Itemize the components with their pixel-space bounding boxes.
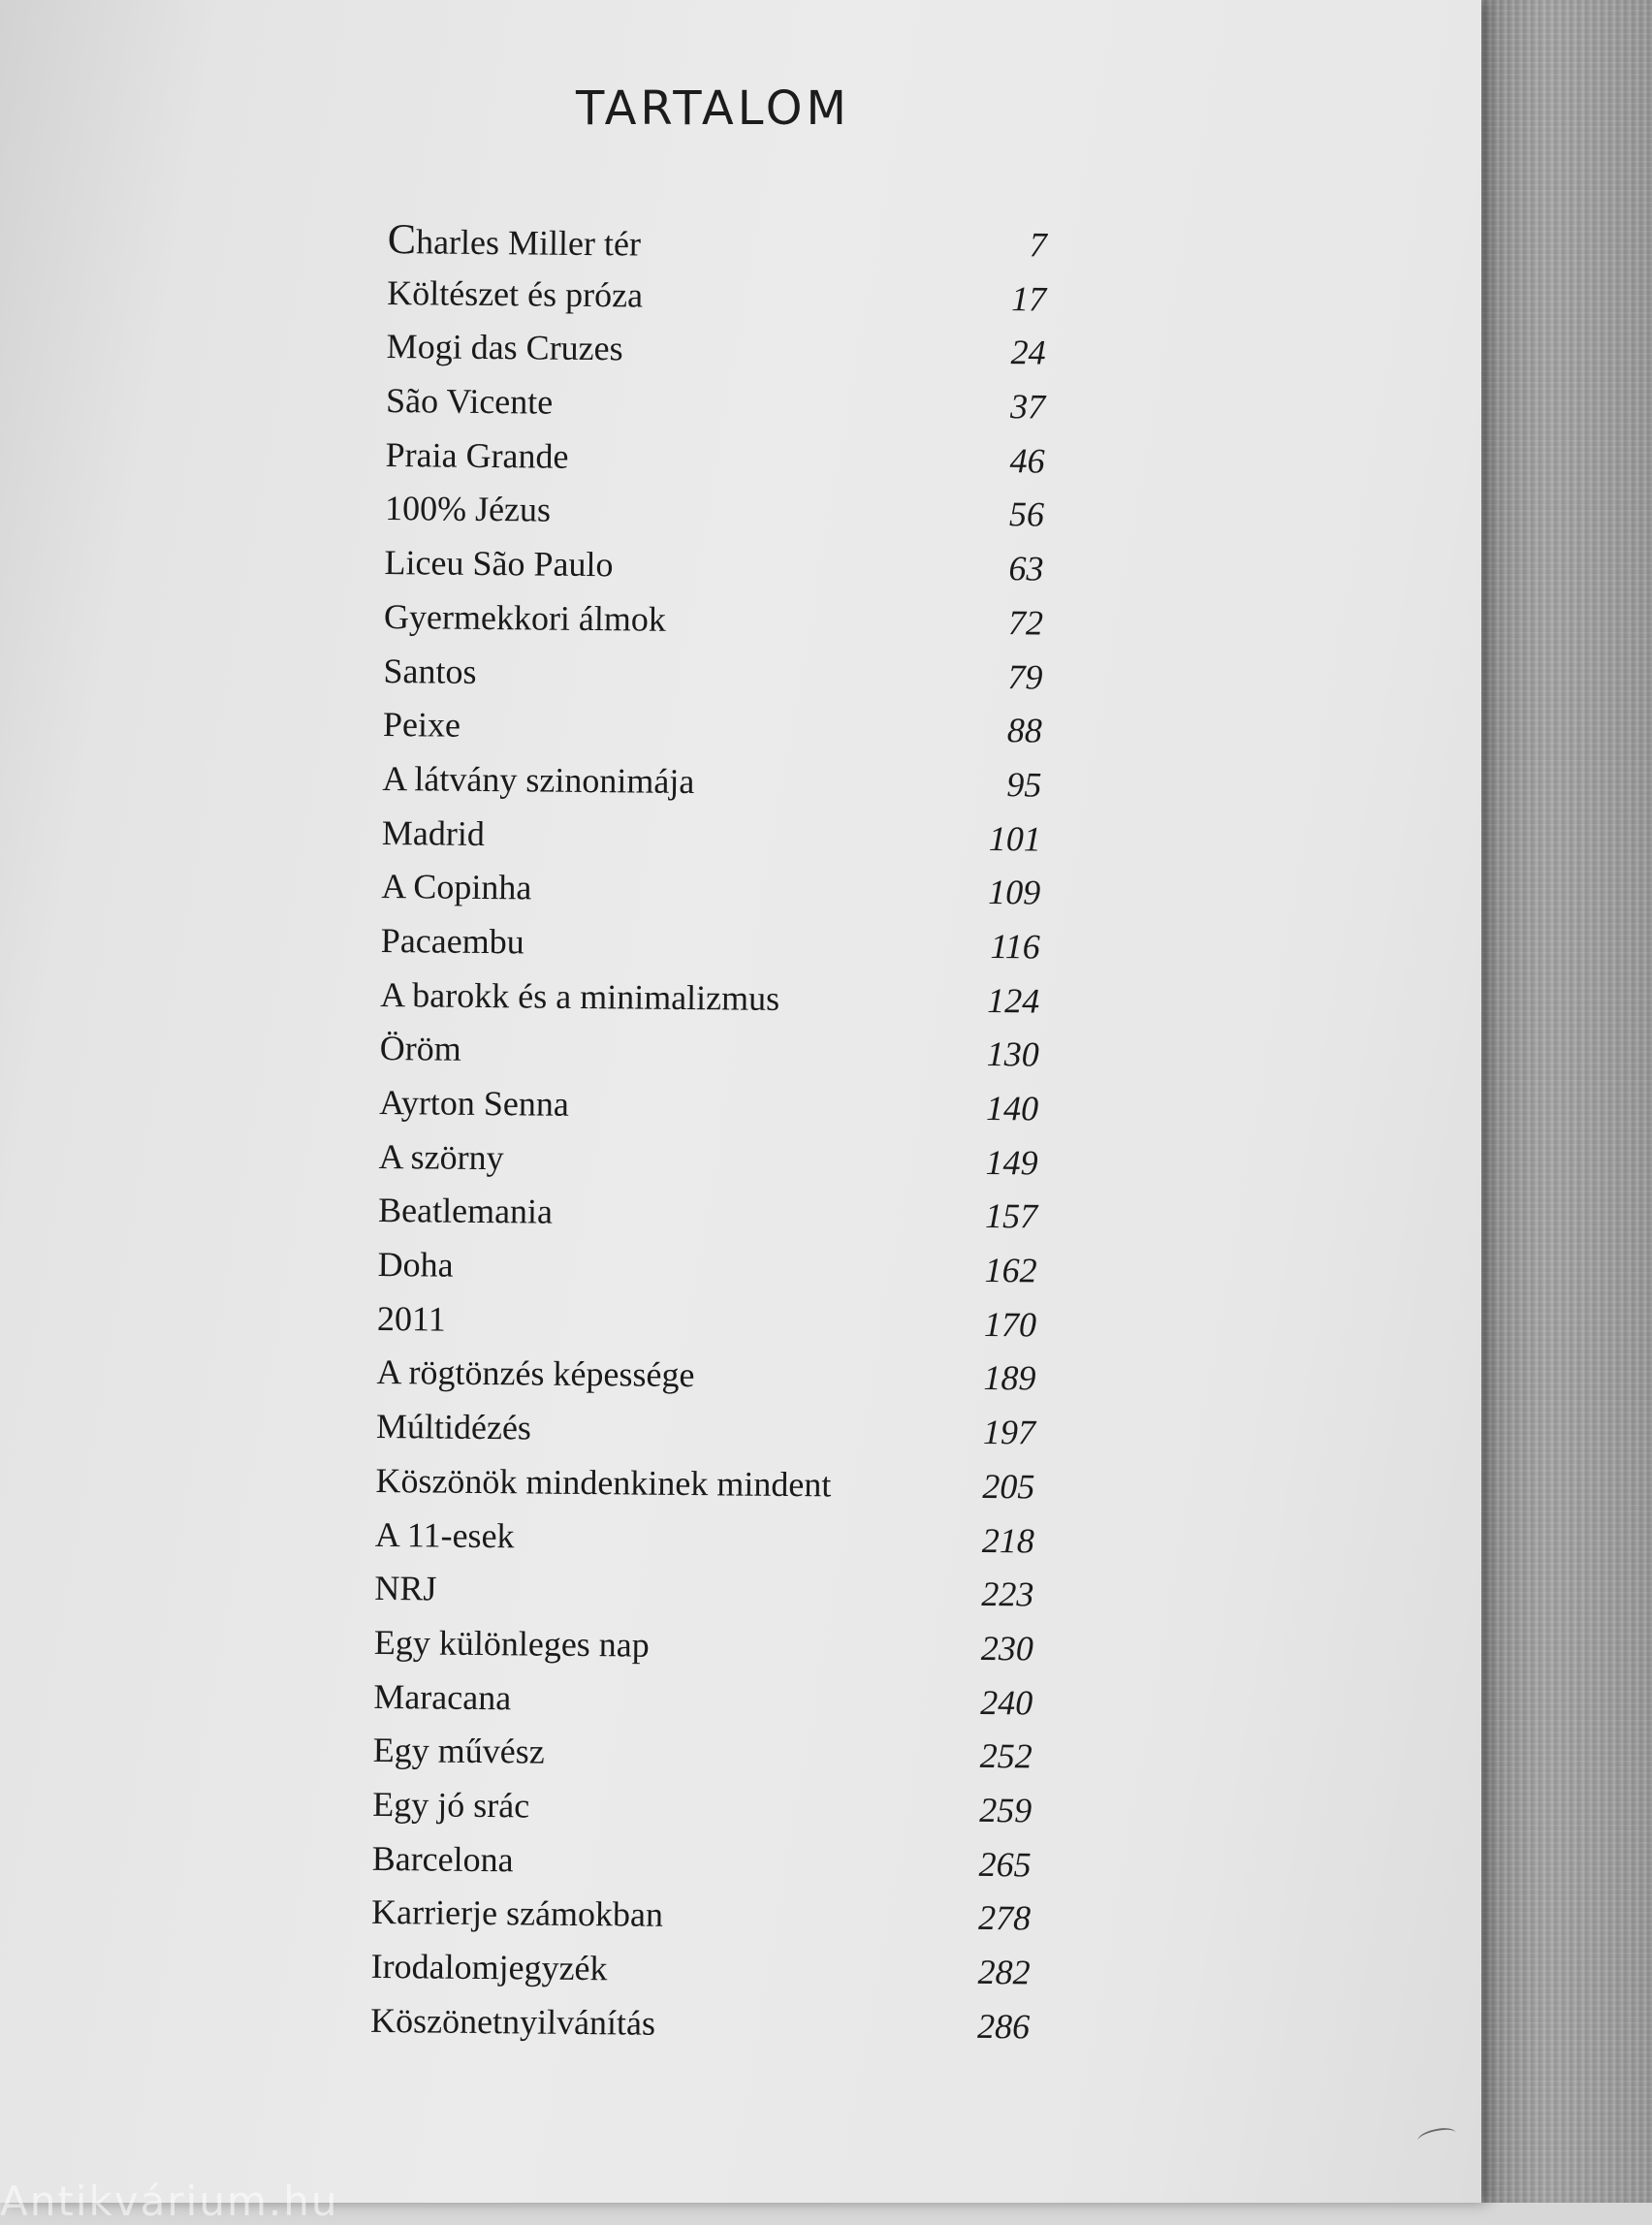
toc-entry-page-number: 218 bbox=[981, 1520, 1035, 1560]
toc-entry-page-number: 259 bbox=[979, 1790, 1032, 1830]
toc-entry-page-number: 240 bbox=[980, 1682, 1033, 1723]
toc-entry bbox=[378, 1130, 1038, 1191]
toc-entry bbox=[383, 698, 1043, 758]
toc-entry-page-number: 170 bbox=[983, 1304, 1037, 1345]
toc-entry-page-number: 63 bbox=[1008, 549, 1044, 588]
toc-entry bbox=[379, 1022, 1039, 1082]
toc-entry bbox=[386, 374, 1046, 434]
toc-entry bbox=[387, 267, 1047, 327]
toc-entry-title: Egy művész bbox=[372, 1731, 545, 1771]
toc-entry bbox=[381, 914, 1041, 974]
toc-entry bbox=[378, 1184, 1038, 1244]
toc-entry-title: Ayrton Senna bbox=[378, 1082, 570, 1124]
toc-entry-title: Barcelona bbox=[371, 1838, 514, 1879]
toc-entry-page-number: 7 bbox=[1029, 225, 1047, 265]
toc-entry-title: Múltidézés bbox=[375, 1407, 532, 1447]
toc-entry bbox=[370, 1994, 1031, 2054]
table-of-contents bbox=[370, 212, 1047, 2054]
toc-entry-title: Gyermekkori álmok bbox=[383, 596, 667, 639]
toc-entry-page-number: 157 bbox=[984, 1196, 1038, 1236]
toc-entry-page-number: 72 bbox=[1007, 602, 1044, 643]
toc-entry-title: Költészet és próza bbox=[387, 272, 644, 315]
toc-entry-page-number: 17 bbox=[1010, 278, 1047, 319]
toc-entry-title: A szörny bbox=[378, 1136, 504, 1177]
toc-entry-page-number: 205 bbox=[982, 1466, 1035, 1507]
toc-entry-title: Öröm bbox=[379, 1029, 461, 1069]
toc-entry-title: Beatlemania bbox=[377, 1191, 554, 1232]
toc-entry bbox=[385, 429, 1045, 489]
toc-entry-page-number: 278 bbox=[977, 1898, 1032, 1938]
toc-entry-page-number: 124 bbox=[987, 980, 1040, 1021]
toc-entry bbox=[371, 1832, 1032, 1892]
toc-entry bbox=[374, 1562, 1034, 1622]
toc-entry-title: A 11-esek bbox=[374, 1514, 515, 1555]
toc-entry-title: Köszönetnyilvánítás bbox=[369, 2000, 656, 2043]
toc-entry-title: São Vicente bbox=[385, 381, 554, 422]
toc-entry-title: Peixe bbox=[382, 705, 461, 745]
toc-entry bbox=[382, 752, 1042, 812]
toc-entry-title: 2011 bbox=[376, 1298, 446, 1339]
toc-entry bbox=[373, 1669, 1033, 1730]
toc-entry-page-number: 223 bbox=[981, 1574, 1034, 1614]
toc-entry-title: Irodalomjegyzék bbox=[370, 1946, 608, 1988]
toc-entry-page-number: 130 bbox=[986, 1034, 1039, 1074]
toc-entry-title: Mogi das Cruzes bbox=[386, 327, 623, 368]
toc-entry-title: Santos bbox=[383, 651, 477, 691]
toc-entry-page-number: 140 bbox=[985, 1088, 1039, 1128]
toc-entry-title: A Copinha bbox=[381, 867, 532, 907]
toc-entry-page-number: 282 bbox=[977, 1952, 1031, 1992]
toc-entry-title: Köszönök mindenkinek mindent bbox=[375, 1460, 832, 1505]
toc-entry-page-number: 189 bbox=[983, 1358, 1036, 1398]
toc-entry-title: Doha bbox=[377, 1245, 454, 1285]
toc-entry-title: Charles Miller tér bbox=[387, 214, 642, 264]
toc-entry-page-number: 79 bbox=[1007, 656, 1043, 697]
toc-entry-title: Madrid bbox=[381, 812, 486, 853]
toc-entry-page-number: 56 bbox=[1008, 494, 1045, 534]
background-surface bbox=[1474, 0, 1652, 2203]
toc-entry-title: Karrierje számokban bbox=[370, 1892, 664, 1935]
toc-entry-title: Maracana bbox=[373, 1676, 512, 1717]
page-title: TARTALOM bbox=[576, 81, 850, 136]
toc-entry bbox=[370, 1940, 1031, 2000]
toc-entry-page-number: 24 bbox=[1010, 333, 1046, 372]
toc-entry bbox=[383, 644, 1043, 704]
toc-entry-title: A látvány szinonimája bbox=[382, 758, 695, 801]
toc-entry-page-number: 149 bbox=[985, 1142, 1038, 1183]
toc-entry-page-number: 265 bbox=[978, 1844, 1032, 1885]
toc-entry-title: NRJ bbox=[374, 1569, 437, 1608]
toc-entry-title: A rögtönzés képessége bbox=[376, 1352, 695, 1395]
toc-entry bbox=[377, 1292, 1037, 1352]
toc-entry-page-number: 37 bbox=[1009, 387, 1046, 427]
toc-entry bbox=[377, 1238, 1037, 1298]
toc-entry-title: Egy különleges nap bbox=[373, 1622, 650, 1665]
toc-entry bbox=[372, 1778, 1032, 1838]
toc-entry-page-number: 46 bbox=[1009, 440, 1045, 481]
toc-entry bbox=[372, 1724, 1032, 1784]
toc-entry-title: Liceu São Paulo bbox=[384, 543, 614, 585]
toc-entry bbox=[379, 1076, 1039, 1136]
toc-entry-title: 100% Jézus bbox=[384, 489, 552, 530]
toc-entry bbox=[374, 1616, 1034, 1676]
toc-entry bbox=[381, 860, 1041, 920]
toc-entry bbox=[384, 590, 1044, 651]
toc-entry-page-number: 88 bbox=[1006, 711, 1043, 750]
toc-entry-title: A barokk és a minimalizmus bbox=[380, 974, 780, 1018]
toc-entry-title: Egy jó srác bbox=[372, 1784, 530, 1826]
toc-entry-page-number: 230 bbox=[980, 1628, 1034, 1669]
toc-entry-page-number: 162 bbox=[984, 1251, 1037, 1290]
pencil-mark-icon bbox=[1416, 2125, 1457, 2148]
toc-entry-page-number: 101 bbox=[988, 818, 1042, 859]
toc-entry-page-number: 197 bbox=[982, 1413, 1036, 1452]
toc-entry-page-number: 109 bbox=[988, 873, 1041, 912]
watermark: Antikvárium.hu bbox=[0, 2177, 339, 2225]
toc-entry bbox=[384, 536, 1044, 596]
toc-entry bbox=[385, 482, 1045, 542]
toc-entry-page-number: 116 bbox=[990, 926, 1040, 967]
toc-entry bbox=[376, 1400, 1036, 1460]
toc-entry bbox=[376, 1346, 1036, 1406]
toc-entry bbox=[386, 320, 1046, 380]
toc-entry-page-number: 95 bbox=[1006, 765, 1042, 805]
toc-entry bbox=[380, 969, 1040, 1029]
toc-entry-page-number: 286 bbox=[976, 2006, 1031, 2047]
toc-entry-title: Pacaembu bbox=[380, 920, 524, 962]
toc-entry-title: Praia Grande bbox=[385, 434, 569, 476]
toc-entry bbox=[387, 212, 1047, 272]
toc-entry bbox=[382, 807, 1042, 867]
toc-entry bbox=[371, 1886, 1032, 1946]
toc-entry bbox=[375, 1508, 1035, 1568]
toc-entry-page-number: 252 bbox=[979, 1736, 1032, 1776]
toc-entry bbox=[375, 1454, 1035, 1514]
